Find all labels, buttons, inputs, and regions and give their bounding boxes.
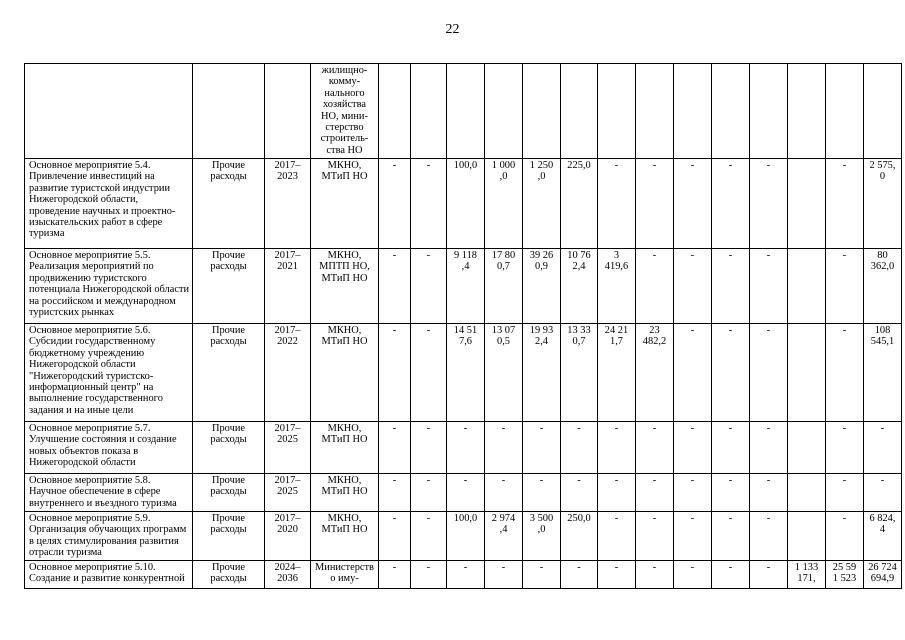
value-cell: - [379,249,411,324]
executor-cell: Министерство иму- [311,561,379,589]
value-cell: - [712,324,750,422]
value-cell: - [712,159,750,249]
executor-cell: МКНО, МТиП НО [311,159,379,249]
value-cell: - [750,561,788,589]
value-cell: - [379,512,411,561]
value-cell: 2 575, 0 [864,159,902,249]
period-cell: 2017– 2022 [265,324,311,422]
value-cell: - [411,249,447,324]
value-cell: - [447,474,485,512]
value-cell: - [411,159,447,249]
value-cell: - [523,561,561,589]
value-cell [788,249,826,324]
table-row [25,249,902,324]
value-cell: - [379,474,411,512]
table-row [25,64,902,159]
table-row [25,561,902,589]
value-cell: 1 250 ,0 [523,159,561,249]
value-cell: - [636,512,674,561]
value-cell: - [411,324,447,422]
value-cell: - [598,159,636,249]
value-cell: - [750,474,788,512]
value-cell: 14 51 7,6 [447,324,485,422]
value-cell [379,64,411,159]
value-cell: - [826,249,864,324]
value-cell: - [826,512,864,561]
value-cell: 1 000 ,0 [485,159,523,249]
value-cell: 225,0 [561,159,598,249]
value-cell [750,64,788,159]
value-cell: - [712,422,750,474]
value-cell: - [750,324,788,422]
period-cell: 2017– 2025 [265,474,311,512]
period-cell: 2024– 2036 [265,561,311,589]
value-cell: 13 07 0,5 [485,324,523,422]
value-cell: 10 76 2,4 [561,249,598,324]
funding-source-cell: Прочие расходы [193,512,265,561]
funding-source-cell: Прочие расходы [193,159,265,249]
value-cell: 2 974 ,4 [485,512,523,561]
funding-source-cell: Прочие расходы [193,249,265,324]
value-cell [598,64,636,159]
value-cell: - [674,159,712,249]
period-cell: 2017– 2021 [265,249,311,324]
value-cell [788,422,826,474]
value-cell: 23 482,2 [636,324,674,422]
executor-cell: МКНО, МПТП НО, МТиП НО [311,249,379,324]
value-cell [788,324,826,422]
value-cell [864,64,902,159]
value-cell: - [379,159,411,249]
period-cell: 2017– 2025 [265,422,311,474]
value-cell: 26 724 694,9 [864,561,902,589]
activity-name-cell: Основное мероприятие 5.4. Привлечение инвестиций на развитие туристской индустрии Нижегородской области, проведение научных и проектно-изыскательских работ в сфере туризма [25,159,193,249]
budget-table-body [25,64,902,589]
value-cell: - [826,159,864,249]
activity-name-cell: Основное мероприятие 5.10. Создание и развитие конкурентной [25,561,193,589]
funding-source-cell: Прочие расходы [193,474,265,512]
value-cell [411,64,447,159]
value-cell [636,64,674,159]
value-cell: - [750,249,788,324]
table-row [25,159,902,249]
value-cell: - [523,422,561,474]
value-cell [788,159,826,249]
value-cell: 25 59 1 523 [826,561,864,589]
activity-name-cell [25,64,193,159]
value-cell: 3 500 ,0 [523,512,561,561]
value-cell: - [447,422,485,474]
funding-source-cell: Прочие расходы [193,422,265,474]
value-cell: - [674,249,712,324]
value-cell [788,474,826,512]
value-cell: - [636,561,674,589]
activity-name-cell: Основное мероприятие 5.9. Организация обучающих программ в целях стимулирования развития отрасли туризма [25,512,193,561]
value-cell [712,64,750,159]
value-cell: - [411,474,447,512]
executor-cell: МКНО, МТиП НО [311,324,379,422]
value-cell [674,64,712,159]
value-cell [447,64,485,159]
table-row [25,474,902,512]
value-cell: 17 80 0,7 [485,249,523,324]
value-cell [788,512,826,561]
value-cell: - [523,474,561,512]
value-cell: - [674,561,712,589]
value-cell: - [411,512,447,561]
value-cell: - [636,422,674,474]
value-cell: - [674,324,712,422]
activity-name-cell: Основное мероприятие 5.8. Научное обеспечение в сфере внутреннего и въездного туризма [25,474,193,512]
value-cell: - [379,324,411,422]
value-cell: - [485,422,523,474]
value-cell: - [379,422,411,474]
value-cell: - [674,422,712,474]
table-row [25,422,902,474]
value-cell: - [674,512,712,561]
value-cell: - [598,561,636,589]
period-cell: 2017– 2023 [265,159,311,249]
value-cell: 6 824, 4 [864,512,902,561]
value-cell: - [636,249,674,324]
value-cell: - [864,422,902,474]
value-cell [523,64,561,159]
executor-cell: МКНО, МТиП НО [311,474,379,512]
period-cell: 2017– 2020 [265,512,311,561]
value-cell: 1 133 171, [788,561,826,589]
value-cell: - [864,474,902,512]
value-cell: - [750,159,788,249]
value-cell: - [598,422,636,474]
value-cell: - [411,561,447,589]
activity-name-cell: Основное мероприятие 5.6. Субсидии государственному бюджетному учреждению Нижегородской области "Нижегородский туристско-информационный центр" на выполнение государственного задания и на иные цели [25,324,193,422]
value-cell: 19 93 2,4 [523,324,561,422]
value-cell [788,64,826,159]
funding-source-cell [193,64,265,159]
value-cell: - [674,474,712,512]
funding-source-cell: Прочие расходы [193,324,265,422]
value-cell: 108 545,1 [864,324,902,422]
value-cell: 39 26 0,9 [523,249,561,324]
value-cell [485,64,523,159]
executor-cell: МКНО, МТиП НО [311,512,379,561]
value-cell: 80 362,0 [864,249,902,324]
funding-source-cell: Прочие расходы [193,561,265,589]
value-cell: - [712,512,750,561]
executor-cell: МКНО, МТиП НО [311,422,379,474]
value-cell: 13 33 0,7 [561,324,598,422]
value-cell: - [826,474,864,512]
value-cell: - [411,422,447,474]
value-cell: - [636,159,674,249]
value-cell [826,64,864,159]
value-cell: 100,0 [447,512,485,561]
value-cell: - [561,422,598,474]
value-cell: - [379,561,411,589]
value-cell: - [712,561,750,589]
value-cell: - [598,512,636,561]
value-cell: 9 118 ,4 [447,249,485,324]
value-cell: - [712,474,750,512]
period-cell [265,64,311,159]
page-number: 22 [445,22,460,37]
activity-name-cell: Основное мероприятие 5.7. Улучшение состояния и создание новых объектов показа в Нижегородской области [25,422,193,474]
value-cell: - [561,561,598,589]
value-cell: 24 21 1,7 [598,324,636,422]
value-cell: 3 419,6 [598,249,636,324]
value-cell: 250,0 [561,512,598,561]
budget-table [24,63,902,589]
value-cell: - [826,422,864,474]
value-cell: - [750,512,788,561]
value-cell: - [750,422,788,474]
value-cell: - [447,561,485,589]
value-cell: - [636,474,674,512]
activity-name-cell: Основное мероприятие 5.5. Реализация мероприятий по продвижению туристского потенциала Нижегородской области на российском и международном туристских рынках [25,249,193,324]
executor-cell: жилищно- комму- нального хозяйства НО, мини- стерство строитель- ства НО [311,64,379,159]
table-row [25,324,902,422]
value-cell: - [712,249,750,324]
value-cell: - [561,474,598,512]
value-cell: - [485,561,523,589]
value-cell [561,64,598,159]
value-cell: - [485,474,523,512]
value-cell: 100,0 [447,159,485,249]
value-cell: - [598,474,636,512]
table-row [25,512,902,561]
value-cell: - [826,324,864,422]
